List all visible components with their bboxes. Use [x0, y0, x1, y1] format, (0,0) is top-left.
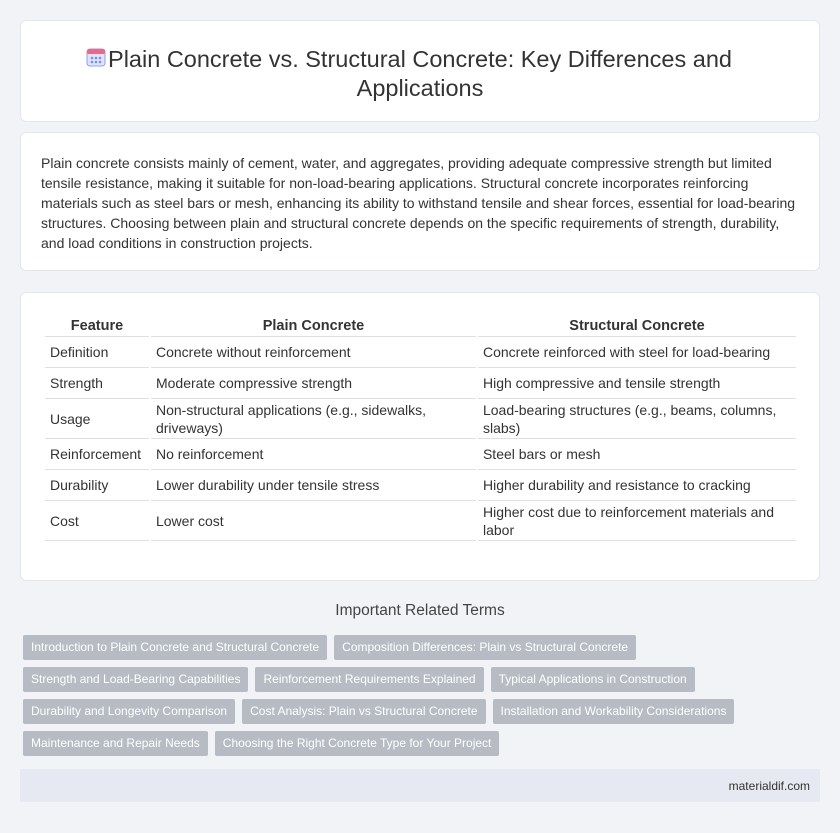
row-plain: Moderate compressive strength — [151, 368, 476, 399]
comparison-table — [43, 307, 798, 541]
header-plain-concrete: Plain Concrete — [151, 307, 476, 337]
intro-card — [20, 132, 820, 271]
table-row — [45, 337, 796, 368]
row-plain: No reinforcement — [151, 439, 476, 470]
row-structural: Higher durability and resistance to cracking — [478, 470, 796, 501]
row-structural: Steel bars or mesh — [478, 439, 796, 470]
row-feature: Definition — [45, 337, 149, 368]
row-feature: Strength — [45, 368, 149, 399]
row-plain: Lower cost — [151, 501, 476, 541]
row-structural: Load-bearing structures (e.g., beams, columns, slabs) — [478, 399, 796, 439]
related-term-tag[interactable]: Maintenance and Repair Needs — [23, 731, 208, 756]
table-row — [45, 470, 796, 501]
table-row — [45, 399, 796, 439]
related-term-tag[interactable]: Typical Applications in Construction — [491, 667, 695, 692]
row-structural: Concrete reinforced with steel for load-bearing — [478, 337, 796, 368]
table-header-row — [45, 307, 796, 337]
related-term-tag[interactable]: Durability and Longevity Comparison — [23, 699, 235, 724]
related-term-tag[interactable]: Choosing the Right Concrete Type for Your Project — [215, 731, 500, 756]
row-feature: Cost — [45, 501, 149, 541]
header-structural-concrete: Structural Concrete — [478, 307, 796, 337]
row-plain: Concrete without reinforcement — [151, 337, 476, 368]
row-feature: Reinforcement — [45, 439, 149, 470]
table-row — [45, 368, 796, 399]
table-row — [45, 501, 796, 541]
header-card — [20, 20, 820, 122]
intro-paragraph: Plain concrete consists mainly of cement, water, and aggregates, providing adequate compressive strength but limited tensile resistance, making it suitable for non-load-bearing applications. Structural concrete incorporates reinforcing materials such as steel bars or mesh, enhancing its ability to withstand tensile and shear forces, essential for load-bearing structures. Choosing between plain and structural concrete depends on the specific requirements of strength, durability, and load conditions in construction projects. — [41, 155, 796, 251]
row-structural: Higher cost due to reinforcement materials and labor — [478, 501, 796, 541]
related-term-tag[interactable]: Strength and Load-Bearing Capabilities — [23, 667, 248, 692]
header-feature: Feature — [45, 307, 149, 337]
footer — [20, 769, 820, 802]
comparison-table-card — [20, 292, 820, 581]
related-term-tag[interactable]: Introduction to Plain Concrete and Structural Concrete — [23, 635, 327, 660]
related-term-tag[interactable]: Composition Differences: Plain vs Structural Concrete — [334, 635, 636, 660]
related-term-tag[interactable]: Installation and Workability Considerations — [493, 699, 735, 724]
related-terms-heading: Important Related Terms — [335, 602, 505, 619]
related-term-tag[interactable]: Cost Analysis: Plain vs Structural Concrete — [242, 699, 485, 724]
related-terms-tags — [23, 635, 823, 763]
row-structural: High compressive and tensile strength — [478, 368, 796, 399]
related-term-tag[interactable]: Reinforcement Requirements Explained — [255, 667, 483, 692]
table-row — [45, 439, 796, 470]
row-plain: Lower durability under tensile stress — [151, 470, 476, 501]
page-title: Plain Concrete vs. Structural Concrete: Key Differences and Applications — [108, 46, 732, 101]
row-feature: Durability — [45, 470, 149, 501]
row-plain: Non-structural applications (e.g., sidewalks, driveways) — [151, 399, 476, 439]
row-feature: Usage — [45, 399, 149, 439]
footer-site-name[interactable]: materialdif.com — [728, 779, 810, 793]
